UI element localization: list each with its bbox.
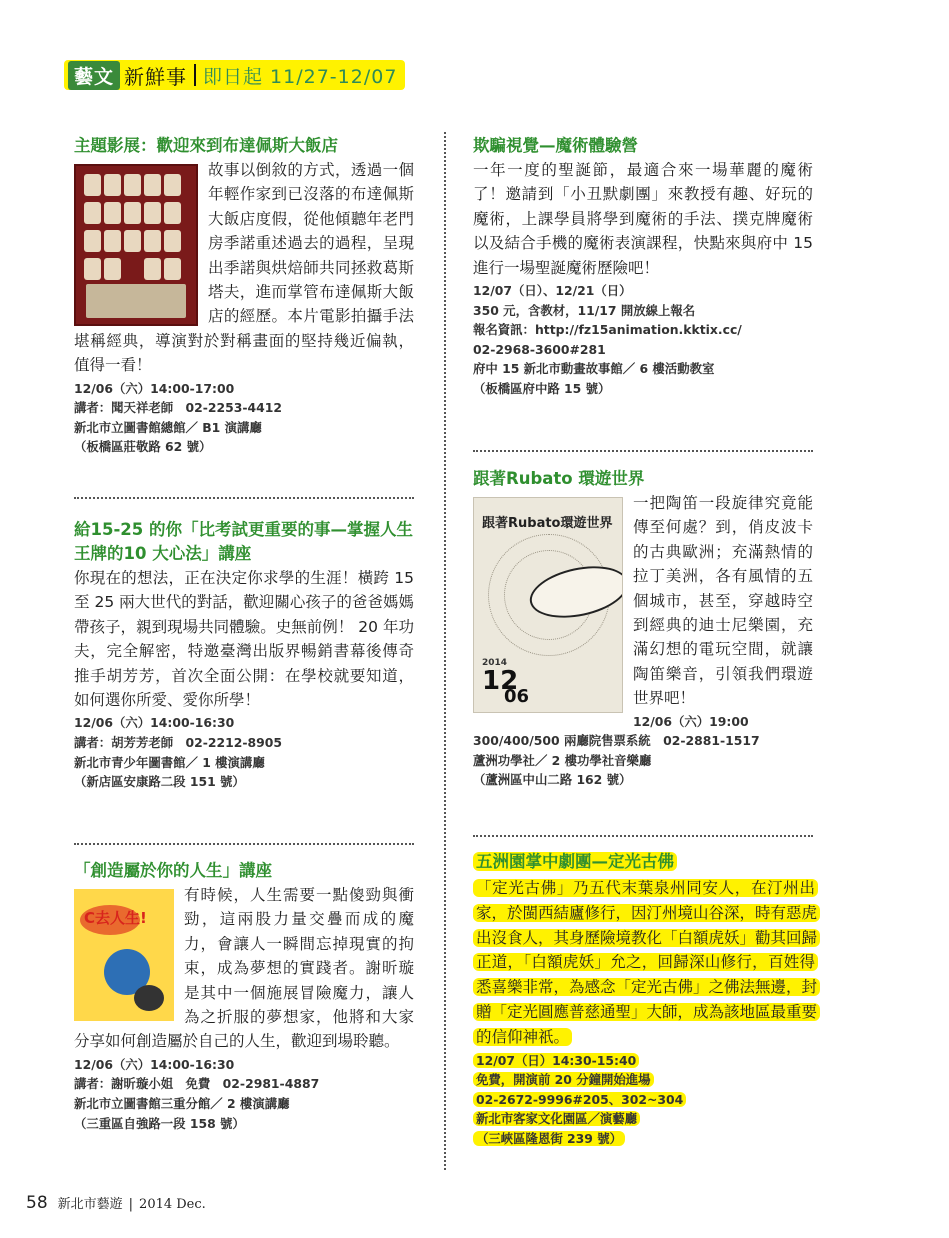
event-venue: 蘆洲功學社／ 2 樓功學社音樂廳 xyxy=(473,752,652,768)
column-separator xyxy=(444,132,446,1170)
article-life xyxy=(74,859,414,1133)
event-speaker: 講者：聞天祥老師 02-2253-4412 xyxy=(74,400,283,416)
event-price: 300/400/500 兩廳院售票系統 02-2881-1517 xyxy=(473,733,760,749)
event-date: 12/06（六）14:00-16:30 xyxy=(74,715,235,731)
rubato-poster-year: 2014 xyxy=(482,658,508,668)
event-price: 350 元，含教材，11/17 開放線上報名 xyxy=(473,302,696,318)
life-poster-text: C去人生! xyxy=(84,909,147,927)
article-title: 給15-25 的你「比考試更重要的事—掌握人生王牌的10 大心法」講座 xyxy=(74,520,414,563)
event-speaker: 講者：謝昕璇小姐 免費 02-2981-4887 xyxy=(74,1076,320,1092)
event-venue: 新北市立圖書館總館／ B1 演講廳 xyxy=(74,419,262,435)
event-venue: 新北市青少年圖書館／ 1 樓演講廳 xyxy=(74,754,265,770)
event-address: （新店區安康路二段 151 號） xyxy=(74,774,245,790)
article-body: 故事以倒敘的方式，透過一個年輕作家到已沒落的布達佩斯大飯店度假，從他傾聽年老門房季諾重述過去的過程，呈現出季諾與烘焙師共同拯救葛斯塔夫，進而掌管布達佩斯大飯店的經歷。本片電影拍攝手法堪稱經典，導演對於對稱畫面的堅持幾近偏執，值得一看！ xyxy=(74,161,414,375)
event-date: 12/07（日）、12/21（日） xyxy=(473,283,632,299)
article-meta xyxy=(74,379,414,457)
magazine-name: 新北市藝遊 xyxy=(57,1197,123,1212)
event-entry: 免費，開演前 20 分鐘開始進場 xyxy=(473,1072,654,1087)
article-rubato xyxy=(473,467,813,790)
header-date-range: 即日起 11/27-12/07 xyxy=(203,65,398,88)
article-meta xyxy=(74,713,414,791)
article-meta xyxy=(473,712,813,790)
event-address: （板橋區莊敬路 62 號） xyxy=(74,439,212,455)
divider xyxy=(473,835,813,837)
life-poster-image xyxy=(74,889,174,1021)
event-date: 12/06（六）14:00-17:00 xyxy=(74,380,235,396)
article-title: 跟著Rubato 環遊世界 xyxy=(473,469,645,488)
rubato-poster-title: 跟著Rubato環遊世界 xyxy=(482,516,613,531)
event-venue: 新北市客家文化園區／演藝廳 xyxy=(473,1111,640,1126)
hotel-poster-image xyxy=(74,164,198,326)
article-hotel xyxy=(74,134,414,457)
article-body: 一把陶笛一段旋律究竟能傳至何處？到，俏皮波卡的古典歐洲；充滿熱情的拉丁美洲，各有風情的五個城市，甚至，穿越時空到經典的迪士尼樂園，充滿幻想的電玩空間，就讓陶笛樂音，引領我們環遊世界吧！ xyxy=(633,494,813,708)
article-exam xyxy=(74,518,414,792)
divider xyxy=(74,843,414,845)
event-registration-link[interactable]: 報名資訊：http://fz15animation.kktix.cc/ xyxy=(473,322,742,338)
rubato-poster-date: 12 xyxy=(482,666,519,696)
article-title: 五洲園掌中劇團—定光古佛 xyxy=(473,852,677,871)
event-date: 12/06（六）19:00 xyxy=(633,713,749,729)
divider xyxy=(473,450,813,452)
event-date: 12/06（六）14:00-16:30 xyxy=(74,1056,235,1072)
header-divider xyxy=(194,64,196,86)
page-footer xyxy=(26,1193,206,1213)
article-meta xyxy=(473,1051,818,1149)
footer-separator: | xyxy=(128,1197,134,1212)
event-phone: 02-2968-3600#281 xyxy=(473,341,606,357)
event-address: （板橋區府中路 15 號） xyxy=(473,381,611,396)
article-magic xyxy=(473,134,813,399)
article-title: 「創造屬於你的人生」講座 xyxy=(74,861,272,880)
header-title: 新鮮事 xyxy=(124,64,188,89)
header-tag: 藝文 xyxy=(68,61,120,90)
page-number: 58 xyxy=(26,1193,48,1213)
event-address: （三重區自強路一段 158 號） xyxy=(74,1115,245,1131)
article-meta xyxy=(473,281,813,399)
article-buddha xyxy=(473,850,818,1149)
event-venue: 新北市立圖書館三重分館／ 2 樓演講廳 xyxy=(74,1096,290,1112)
event-speaker: 講者：胡芳芳老師 02-2212-8905 xyxy=(74,735,283,751)
article-meta xyxy=(74,1055,414,1133)
article-title: 欺騙視覺—魔術體驗營 xyxy=(473,136,638,155)
article-body: 有時候，人生需要一點傻勁與衝勁，這兩股力量交疊而成的魔力，會讓人一瞬間忘掉現實的拘束，成為夢想的實踐者。謝昕璇是其中一個施展冒險魔力，讓人為之折服的夢想家，他將和大家分享如何創造屬於自己的人生，歡迎到場聆聽。 xyxy=(74,886,414,1051)
event-address: （三峽區隆恩街 239 號） xyxy=(473,1131,625,1146)
article-body: 「定光古佛」乃五代末葉泉州同安人，在汀州出家，於閩西結廬修行，因汀州境山谷深，時有惡虎出沒食人，其身歷險境教化「白額虎妖」勸其回歸正道，「白額虎妖」允之，回歸深山修行，百姓得悉喜樂非常，為感念「定光古佛」之佛法無邊，封贈「定光圓應普慈通聖」大師，成為該地區最重要的信仰神祇。 xyxy=(473,879,820,1046)
event-date: 12/07（日）14:30-15:40 xyxy=(473,1053,639,1068)
divider xyxy=(74,497,414,499)
article-body: 一年一度的聖誕節，最適合來一場華麗的魔術了！邀請到「小丑默劇團」來教授有趣、好玩的魔術，上課學員將學到魔術的手法、撲克牌魔術以及結合手機的魔術表演課程，快點來與府中 15 進行一場聖誕魔術歷險吧！ xyxy=(473,161,813,277)
rubato-poster-image xyxy=(473,497,623,713)
section-header xyxy=(64,60,405,90)
event-phone: 02-2672-9996#205、302~304 xyxy=(473,1092,686,1107)
rubato-poster-day: 06 xyxy=(504,686,530,707)
event-venue: 府中 15 新北市動畫故事館／ 6 樓活動教室 xyxy=(473,361,715,377)
article-body: 你現在的想法，正在決定你求學的生涯！橫跨 15 至 25 兩大世代的對話，歡迎關心孩子的爸爸媽媽帶孩子，親到現場共同體驗。史無前例！ 20 年功夫，完全解密，特邀臺灣出版界暢銷書幕後傳奇推手胡芳芳，首次全面公開：在學校就要知道，如何選你所愛、愛你所學！ xyxy=(74,569,414,710)
article-title: 主題影展：歡迎來到布達佩斯大飯店 xyxy=(74,136,338,155)
issue-date: 2014 Dec. xyxy=(139,1197,206,1212)
event-address: （蘆洲區中山二路 162 號） xyxy=(473,772,632,788)
